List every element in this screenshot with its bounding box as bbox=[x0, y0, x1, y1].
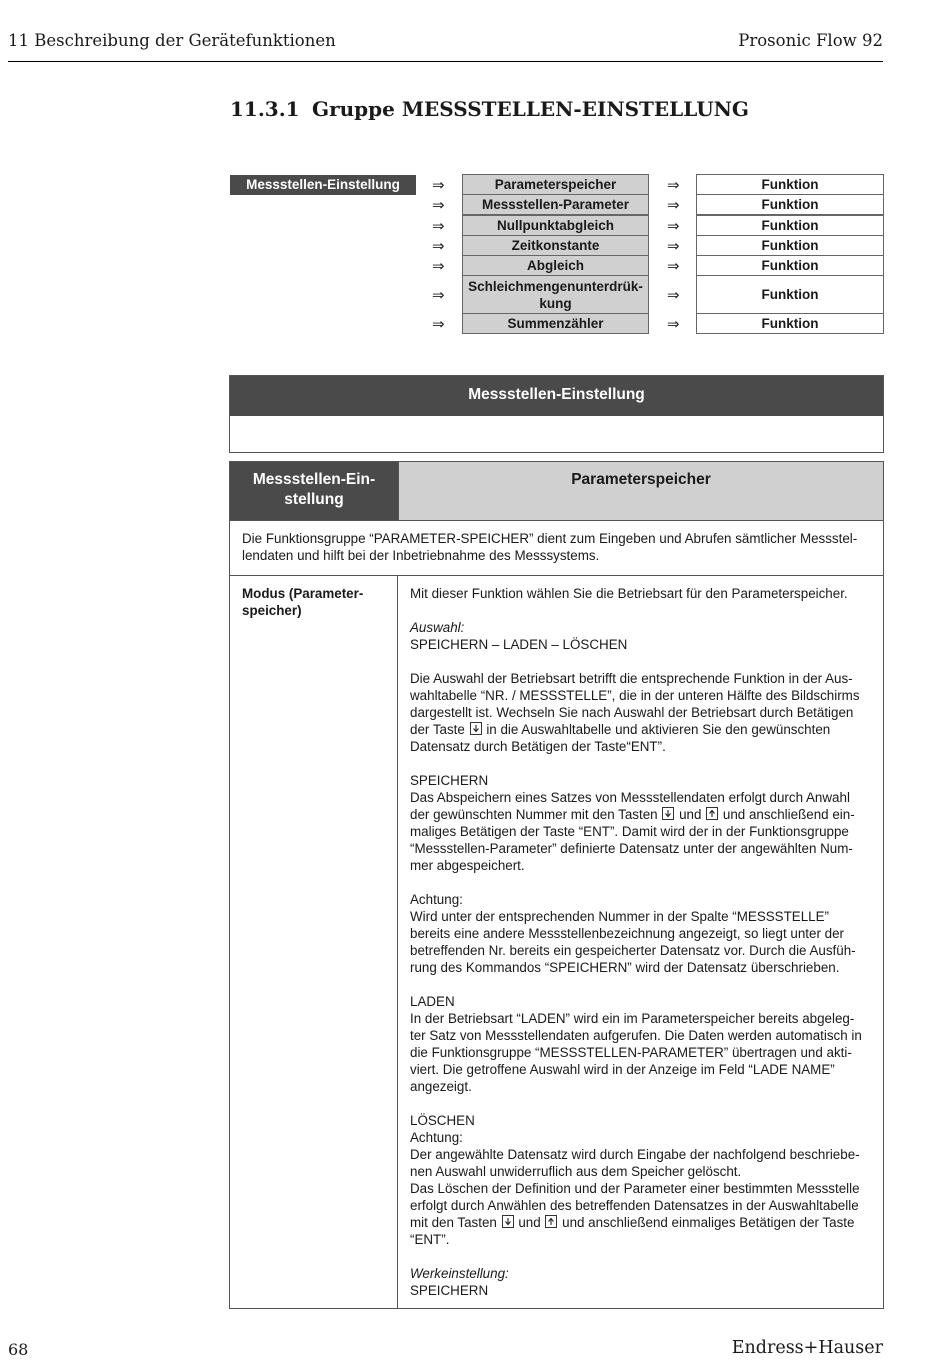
function-group-intro bbox=[230, 521, 883, 576]
down-key-icon bbox=[470, 722, 482, 735]
function-description-cell bbox=[398, 576, 883, 1308]
intro-line: Die Funktionsgruppe “PARAMETER-SPEICHER” dient zum Eingeben und Abrufen sämtlicher Messstel- bbox=[242, 531, 858, 546]
overview-function-box: Funktion bbox=[696, 194, 884, 215]
down-key-icon bbox=[502, 1215, 514, 1228]
text-line: betreffenden Nr. bereits ein gespeicherter Datensatz vor. Durch die Ausfüh- bbox=[410, 943, 856, 958]
function-table bbox=[229, 461, 884, 1309]
werkeinstellung-value: SPEICHERN bbox=[410, 1283, 489, 1298]
intro-line: lendaten und hilft bei der Inbetriebnahme des Messsystems. bbox=[242, 548, 600, 563]
auswahl-values: SPEICHERN – LADEN – LÖSCHEN bbox=[410, 637, 628, 652]
arrow-icon: ⇒ bbox=[432, 316, 445, 333]
brand-logo: Endress+Hauser bbox=[731, 1338, 883, 1358]
text-line: und anschließend ein- bbox=[722, 807, 855, 822]
text-line: der Taste bbox=[410, 722, 465, 737]
overview-function-group-line: kung bbox=[539, 295, 572, 311]
arrow-icon: ⇒ bbox=[432, 238, 445, 255]
overview-function-box: Funktion bbox=[696, 313, 884, 334]
function-name-line: speicher) bbox=[242, 603, 302, 618]
auswahl-block bbox=[410, 619, 873, 653]
arrow-icon: ⇒ bbox=[667, 197, 680, 214]
text-line: und bbox=[679, 807, 702, 822]
overview-function-group: Messstellen-Parameter bbox=[462, 194, 649, 215]
text-line: erfolgt durch Anwählen des betreffenden Datensatzes in der Auswahltabelle bbox=[410, 1198, 859, 1213]
chapter-title: 11 Beschreibung der Gerätefunktionen bbox=[8, 31, 336, 50]
arrow-icon: ⇒ bbox=[667, 287, 680, 304]
overview-function-box: Funktion bbox=[696, 235, 884, 256]
text-line: “ENT”. bbox=[410, 1232, 450, 1247]
text-line: die Funktionsgruppe “MESSSTELLEN-PARAMETER” übertragen und akti- bbox=[410, 1045, 852, 1060]
function-table-header bbox=[230, 462, 883, 521]
text-line: Der angewählte Datensatz wird durch Eingabe der nachfolgend beschriebe- bbox=[410, 1147, 860, 1162]
text-line: viert. Die getroffene Auswahl wird in der Anzeige im Feld “LADE NAME” bbox=[410, 1062, 835, 1077]
text-line: mit den Tasten bbox=[410, 1215, 497, 1230]
werkeinstellung-block bbox=[410, 1265, 873, 1299]
group-table bbox=[229, 375, 884, 453]
text-line: und bbox=[518, 1215, 541, 1230]
overview-function-box: Funktion bbox=[696, 275, 884, 314]
text-line: bereits eine andere Messstellenbezeichnung angezeigt, so liegt unter der bbox=[410, 926, 844, 941]
text-line: wahltabelle “NR. / MESSSTELLE”, die in der unteren Hälfte des Bildschirms bbox=[410, 688, 860, 703]
text-line: Das Abspeichern eines Satzes von Messstellendaten erfolgt durch Anwahl bbox=[410, 790, 850, 805]
laden-heading: LADEN bbox=[410, 994, 455, 1009]
text-line: maliges Betätigen der Taste “ENT”. Damit wird der in der Funktionsgruppe bbox=[410, 824, 849, 839]
text-line: Die Auswahl der Betriebsart betrifft die entsprechende Funktion in der Aus- bbox=[410, 671, 853, 686]
group-table-title: Messstellen-Einstellung bbox=[230, 376, 883, 416]
overview-function-group: Nullpunktabgleich bbox=[462, 215, 649, 236]
werkeinstellung-label: Werkeinstellung: bbox=[410, 1266, 509, 1281]
text-line: ter Satz von Messstellendaten aufgerufen. Die Daten werden automatisch in bbox=[410, 1028, 862, 1043]
page-header bbox=[8, 31, 883, 62]
overview-function-group: Zeitkonstante bbox=[462, 235, 649, 256]
text-line: und anschließend einmaliges Betätigen der Taste bbox=[562, 1215, 855, 1230]
arrow-icon: ⇒ bbox=[667, 238, 680, 255]
arrow-icon: ⇒ bbox=[432, 197, 445, 214]
section-title: Gruppe MESSSTELLEN-EINSTELLUNG bbox=[312, 97, 750, 121]
speichern-heading: SPEICHERN bbox=[410, 773, 489, 788]
section-number: 11.3.1 bbox=[230, 97, 300, 121]
overview-function-group: Parameterspeicher bbox=[462, 174, 649, 195]
section-heading bbox=[230, 97, 749, 121]
function-name-line: Modus (Parameter- bbox=[242, 586, 364, 601]
text-line: Wird unter der entsprechenden Nummer in der Spalte “MESSSTELLE” bbox=[410, 909, 830, 924]
text-line: in die Auswahltabelle und aktivieren Sie den gewünschten bbox=[486, 722, 831, 737]
loeschen-heading: LÖSCHEN bbox=[410, 1113, 475, 1128]
achtung-block bbox=[410, 891, 873, 976]
down-key-icon bbox=[662, 807, 674, 820]
arrow-icon: ⇒ bbox=[667, 177, 680, 194]
achtung-heading: Achtung: bbox=[410, 1130, 463, 1145]
text-line: “Messstellen-Parameter” definierte Datensatz unter der angewählten Num- bbox=[410, 841, 853, 856]
up-key-icon bbox=[545, 1215, 557, 1228]
arrow-icon: ⇒ bbox=[432, 218, 445, 235]
text-line: nen Auswahl unwiderruflich aus dem Speicher gelöscht. bbox=[410, 1164, 742, 1179]
text-line: rung des Kommandos “SPEICHERN” wird der Datensatz überschrieben. bbox=[410, 960, 840, 975]
text-line: mer abgespeichert. bbox=[410, 858, 525, 873]
overview-function-group bbox=[462, 275, 649, 314]
overview-function-group: Summenzähler bbox=[462, 313, 649, 334]
product-name: Prosonic Flow 92 bbox=[738, 31, 883, 50]
arrow-icon: ⇒ bbox=[667, 258, 680, 275]
arrow-icon: ⇒ bbox=[667, 316, 680, 333]
arrow-icon: ⇒ bbox=[432, 258, 445, 275]
auswahl-label: Auswahl: bbox=[410, 620, 465, 635]
overview-function-box: Funktion bbox=[696, 255, 884, 276]
text-line: der gewünschten Nummer mit den Tasten bbox=[410, 807, 658, 822]
text-line: dargestellt ist. Wechseln Sie nach Auswahl der Betriebsart durch Betätigen bbox=[410, 705, 854, 720]
text-line: Das Löschen der Definition und der Parameter einer bestimmten Messstelle bbox=[410, 1181, 860, 1196]
speichern-block bbox=[410, 772, 873, 874]
text-line: angezeigt. bbox=[410, 1079, 472, 1094]
mode-explanation bbox=[410, 670, 873, 755]
arrow-icon: ⇒ bbox=[432, 287, 445, 304]
arrow-icon: ⇒ bbox=[432, 177, 445, 194]
laden-block bbox=[410, 993, 873, 1095]
group-label-cell bbox=[230, 462, 398, 520]
function-name-cell bbox=[230, 576, 398, 1308]
text-line: Datensatz durch Betätigen der Taste“ENT”. bbox=[410, 739, 666, 754]
loeschen-block bbox=[410, 1112, 873, 1248]
achtung-heading: Achtung: bbox=[410, 892, 463, 907]
overview-function-group: Abgleich bbox=[462, 255, 649, 276]
overview-function-box: Funktion bbox=[696, 174, 884, 195]
page-number: 68 bbox=[8, 1340, 29, 1359]
text-line: In der Betriebsart “LADEN” wird ein im Parameterspeicher bereits abgeleg- bbox=[410, 1011, 855, 1026]
group-label-line: stellung bbox=[284, 491, 344, 508]
overview-function-group-line: Schleichmengenunterdrük- bbox=[468, 278, 643, 294]
function-group-title: Parameterspeicher bbox=[398, 462, 883, 520]
up-key-icon bbox=[706, 807, 718, 820]
arrow-icon: ⇒ bbox=[667, 218, 680, 235]
overview-group-box: Messstellen-Einstellung bbox=[230, 175, 416, 195]
group-label-line: Messstellen-Ein- bbox=[252, 471, 376, 488]
function-description: Mit dieser Funktion wählen Sie die Betriebsart für den Parameterspeicher. bbox=[410, 586, 848, 601]
overview-function-box: Funktion bbox=[696, 215, 884, 236]
